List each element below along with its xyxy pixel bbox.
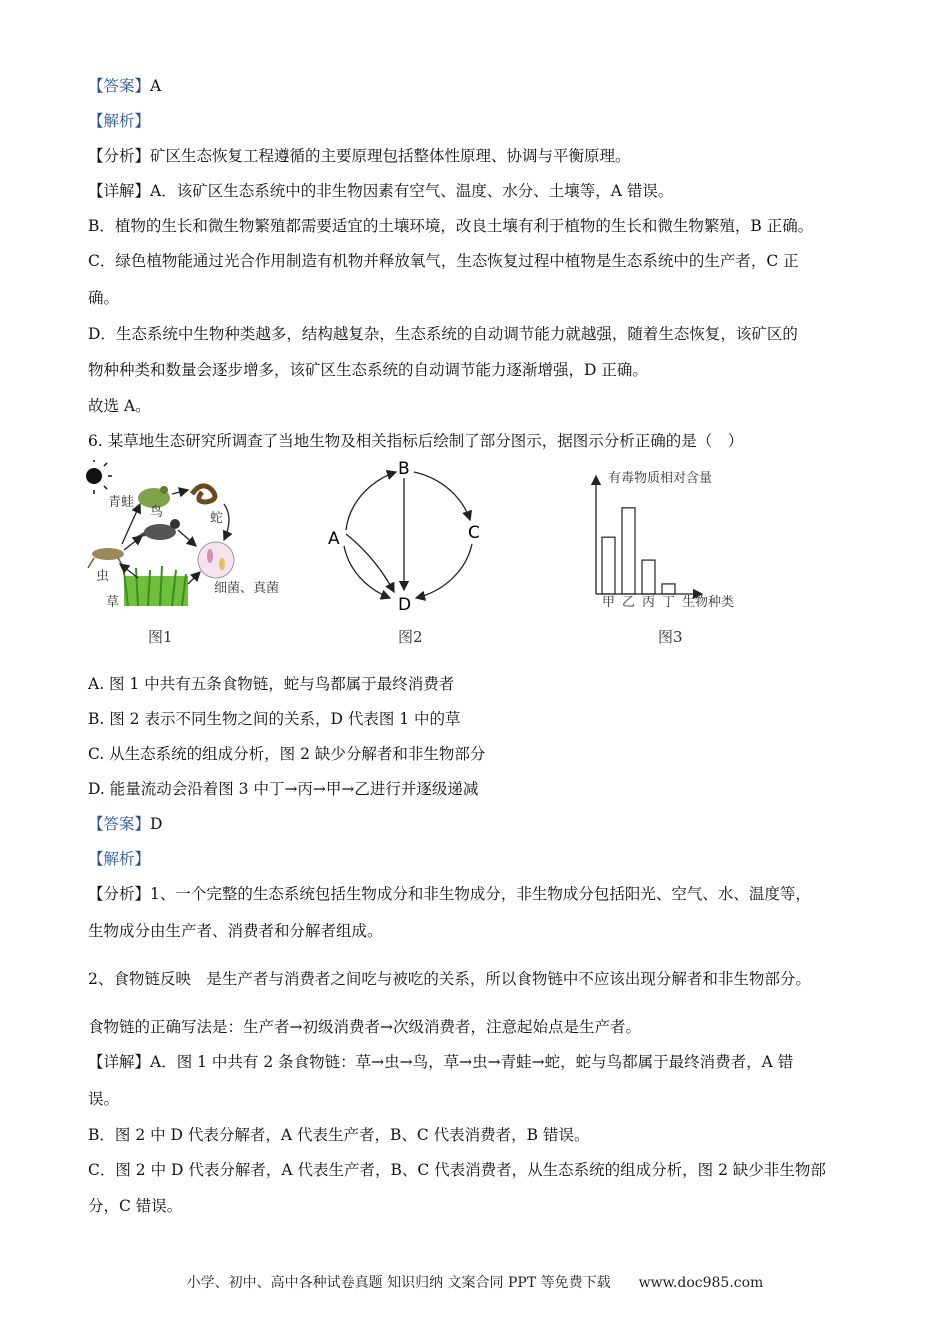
label-frog: 青蛙	[108, 495, 135, 510]
detail-line-d: D．生态系统中生物种类越多，结构越复杂，生态系统的自动调节能力就越强，随着生态恢复，该矿区的	[88, 325, 798, 343]
x-axis-label: 生物种类	[682, 595, 735, 610]
node-b: B	[398, 459, 410, 479]
bar-2	[622, 508, 635, 594]
label-decomposer: 细菌、真菌	[214, 581, 280, 596]
insect-icon	[88, 548, 124, 568]
figure-3-bar-chart	[590, 462, 760, 618]
detail-line-2d: C．图 2 中 D 代表分解者，A 代表生产者，B、C 代表消费者，从生态系统的组成分析，图 2 缺少非生物部	[88, 1161, 826, 1179]
option-d: D. 能量流动会沿着图 3 中丁→丙→甲→乙进行并逐级递减	[88, 780, 479, 798]
figure-2-diagram	[322, 458, 492, 616]
bar-4	[662, 584, 675, 594]
analysis-line-3: 2、食物链反映 是生产者与消费者之间吃与被吃的关系，所以食物链中不应该出现分解者和非生物部分。	[88, 970, 811, 988]
analysis-line-1: 【分析】矿区生态恢复工程遵循的主要原理包括整体性原理、协调与平衡原理。	[88, 147, 631, 165]
detail-line-2b: 误。	[88, 1090, 120, 1108]
bar-3	[642, 560, 655, 594]
page-footer: 小学、初中、高中各种试卷真题 知识归纳 文案合同 PPT 等免费下载 www.doc985.com	[186, 1275, 764, 1291]
analysis-tag-2: 【解析】	[88, 850, 151, 868]
option-b: B. 图 2 表示不同生物之间的关系，D 代表图 1 中的草	[88, 710, 461, 728]
figure-2-caption: 图2	[398, 628, 423, 646]
arrow-c-to-d	[416, 544, 472, 598]
detail-line-2e: 分，C 错误。	[88, 1197, 183, 1215]
label-bird: 鸟	[150, 505, 164, 520]
detail-line-2c: B．图 2 中 D 代表分解者，A 代表生产者，B、C 代表消费者，B 错误。	[88, 1126, 590, 1144]
figure-1-food-web	[84, 460, 306, 620]
option-a: A. 图 1 中共有五条食物链，蛇与鸟都属于最终消费者	[88, 675, 455, 693]
figure-1-caption: 图1	[148, 628, 173, 646]
detail-line-c2: 确。	[88, 289, 120, 307]
analysis-line-2: 【分析】1、一个完整的生态系统包括生物成分和非生物成分，非生物成分包括阳光、空气、水、温度等，	[88, 885, 811, 903]
node-d: D	[398, 595, 412, 615]
detail-line-c: C．绿色植物能通过光合作用制造有机物并释放氧气，生态恢复过程中植物是生态系统中的生产者，C 正	[88, 252, 799, 270]
label-grass: 草	[106, 595, 120, 610]
snake-icon	[192, 486, 215, 502]
conclusion-line: 故选 A。	[88, 397, 151, 415]
arrow-a-to-b	[346, 472, 396, 530]
label-snake: 蛇	[210, 511, 224, 526]
node-a: A	[328, 529, 340, 549]
arrow-b-to-c	[414, 472, 470, 520]
arrow-a-to-d	[346, 534, 394, 592]
question-6: 6. 某草地生态研究所调查了当地生物及相关指标后绘制了部分图示，据图示分析正确的是（ ）	[88, 432, 744, 450]
tick-label-3: 丙	[642, 595, 656, 610]
detail-line-b: B．植物的生长和微生物繁殖都需要适宜的土壤环境，改良土壤有利于植物的生长和微生物繁殖，B 正确。	[88, 217, 814, 235]
y-axis-label: 有毒物质相对含量	[608, 471, 713, 486]
analysis-line-4: 食物链的正确写法是：生产者→初级消费者→次级消费者，注意起始点是生产者。	[88, 1018, 641, 1036]
detail-line-1: 【详解】A．该矿区生态系统中的非生物因素有空气、温度、水分、土壤等，A 错误。	[88, 182, 674, 200]
grass-icon	[124, 566, 188, 606]
answer-line-1: 【答案】A	[88, 77, 162, 95]
label-insect: 虫	[96, 569, 110, 584]
answer-line-2: 【答案】D	[88, 815, 163, 833]
analysis-line-2b: 生物成分由生产者、消费者和分解者组成。	[88, 922, 383, 940]
tick-label-4: 丁	[662, 595, 676, 610]
detail-line-d2: 物种种类和数量会逐步增多，该矿区生态系统的自动调节能力逐渐增强，D 正确。	[88, 361, 648, 379]
node-c: C	[468, 523, 480, 543]
bar-1	[602, 537, 615, 594]
sun-icon	[84, 460, 112, 494]
decomposer-icon	[198, 542, 234, 578]
analysis-tag-1: 【解析】	[88, 112, 151, 130]
figure-3-caption: 图3	[658, 628, 683, 646]
detail-line-2: 【详解】A．图 1 中共有 2 条食物链：草→虫→鸟，草→虫→青蛙→蛇，蛇与鸟都属于最终消费者，A 错	[88, 1053, 794, 1071]
tick-label-1: 甲	[602, 595, 616, 610]
tick-label-2: 乙	[622, 595, 636, 610]
option-c: C. 从生态系统的组成分析，图 2 缺少分解者和非生物部分	[88, 745, 486, 763]
